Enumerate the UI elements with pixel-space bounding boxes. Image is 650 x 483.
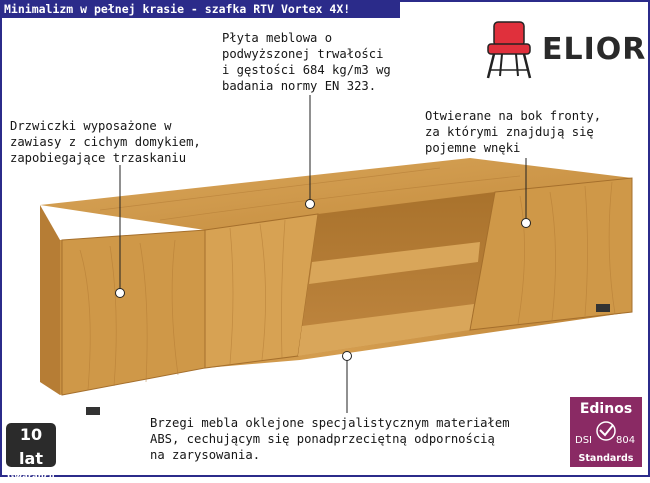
callout-dot	[116, 289, 125, 298]
warranty-label: Gwarancji	[7, 472, 55, 482]
callout-dot	[522, 219, 531, 228]
callout-edges: Brzegi mebla oklejone specjalistycznym materiałem ABS, cechującym się ponadprzeciętną odpornością na zarysowania.	[150, 416, 510, 462]
elior-logo	[482, 16, 647, 84]
page-title: Minimalizm w pełnej krasie - szafka RTV Vortex 4X!	[0, 0, 400, 18]
left-door-outer	[62, 230, 205, 395]
cabinet-foot	[86, 407, 100, 415]
warranty-years: 10 lat	[19, 425, 43, 468]
callout-board: Płyta meblowa o podwyższonej trwałości i gęstości 684 kg/m3 wg badania normy EN 323.	[222, 31, 391, 93]
callout-fronts: Otwierane na bok fronty, za którymi znajdują się pojemne wnęki	[425, 109, 602, 155]
brand-name: ELIOR	[542, 32, 647, 67]
callout-dot	[343, 352, 352, 361]
callout-doors: Drzwiczki wyposażone w zawiasy z cichym domykiem, zapobiegające trzaskaniu	[10, 119, 201, 165]
edinos-number: 804	[616, 435, 636, 446]
edinos-dsi: DSI	[575, 435, 592, 446]
warranty-badge	[6, 423, 56, 482]
callout-dot	[306, 200, 315, 209]
edinos-title: Edinos	[579, 401, 633, 417]
cabinet-foot	[596, 304, 610, 312]
chair-icon	[482, 16, 538, 82]
cabinet-left-side	[40, 205, 60, 395]
edinos-badge	[570, 397, 642, 467]
edinos-standards: Standards	[578, 453, 634, 464]
